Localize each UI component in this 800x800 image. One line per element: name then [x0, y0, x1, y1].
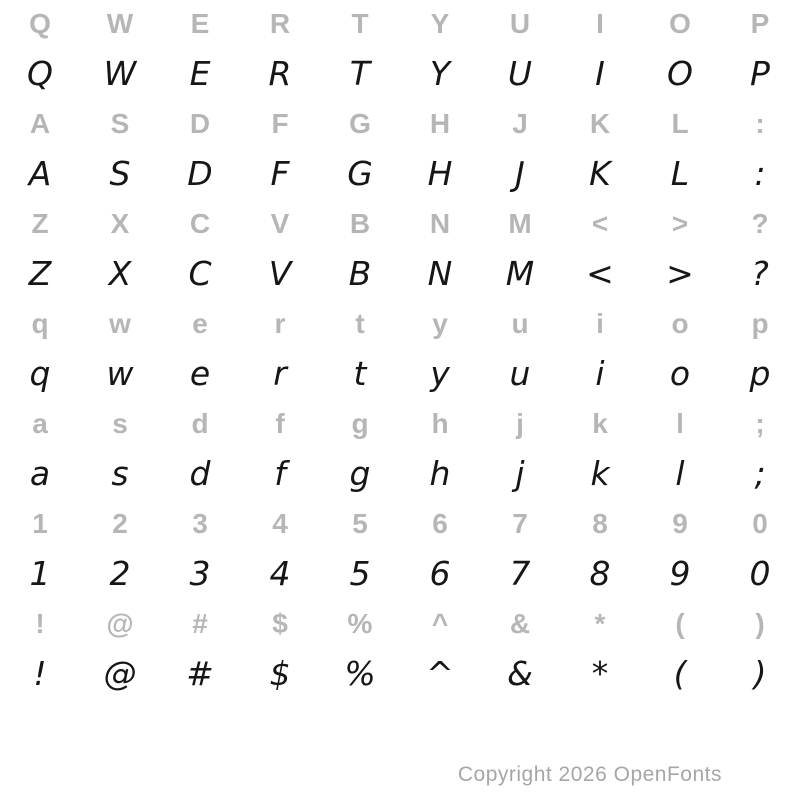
glyph-cell: r [273, 354, 287, 393]
glyph-cell: Z [28, 254, 52, 293]
glyph-cell: k [592, 407, 608, 439]
glyph-cell: K [589, 154, 611, 193]
glyph-cell: i [595, 354, 605, 393]
glyph-cell: 0 [752, 507, 768, 539]
glyph-cell: t [355, 307, 365, 339]
glyph-cell: G [349, 107, 371, 139]
reference-row [0, 300, 800, 347]
glyph-cell: ; [754, 454, 766, 493]
glyph-cell: s [111, 454, 129, 493]
glyph-cell: I [595, 54, 605, 93]
glyph-cell: L [670, 154, 690, 193]
glyph-cell: d [191, 407, 209, 439]
reference-row [0, 100, 800, 147]
glyph-cell: Q [29, 7, 51, 39]
glyph-cell: ; [755, 407, 765, 439]
glyph-cell: G [347, 154, 373, 193]
reference-row [0, 600, 800, 647]
glyph-cell: p [751, 307, 769, 339]
glyph-cell: p [749, 354, 771, 393]
glyph-cell: & [507, 654, 533, 693]
specimen-row [0, 547, 800, 600]
glyph-cell: U [507, 54, 533, 93]
glyph-cell: a [29, 454, 51, 493]
glyph-cell: q [29, 354, 51, 393]
glyph-cell: 8 [592, 507, 608, 539]
glyph-cell: j [516, 407, 524, 439]
glyph-cell: y [432, 307, 448, 339]
glyph-cell: C [188, 254, 212, 293]
glyph-cell: ! [33, 654, 47, 693]
glyph-cell: $ [272, 607, 288, 639]
glyph-cell: ) [755, 607, 765, 639]
glyph-cell: > [666, 254, 694, 293]
glyph-cell: e [189, 354, 211, 393]
glyph-cell: w [106, 354, 134, 393]
specimen-row [0, 647, 800, 700]
glyph-cell: A [29, 107, 51, 139]
glyph-cell: A [28, 154, 52, 193]
glyph-cell: q [31, 307, 49, 339]
glyph-cell: R [269, 7, 291, 39]
glyph-cell: E [190, 7, 210, 39]
glyph-cell: F [271, 107, 289, 139]
specimen-row [0, 147, 800, 200]
glyph-cell: : [755, 107, 765, 139]
glyph-cell: j [515, 454, 525, 493]
glyph-cell: ^ [431, 607, 449, 639]
glyph-cell: % [344, 654, 376, 693]
glyph-cell: i [596, 307, 604, 339]
glyph-cell: 4 [269, 554, 291, 593]
glyph-cell: M [508, 207, 532, 239]
glyph-cell: g [351, 407, 369, 439]
glyph-cell: D [187, 154, 213, 193]
glyph-cell: @ [106, 607, 134, 639]
glyph-cell: ( [675, 607, 685, 639]
glyph-cell: B [349, 207, 371, 239]
glyph-cell: R [268, 54, 292, 93]
glyph-cell: V [268, 254, 292, 293]
glyph-cell: 5 [349, 554, 371, 593]
glyph-cell: M [505, 254, 535, 293]
glyph-cell: 9 [672, 507, 688, 539]
glyph-cell: O [667, 54, 693, 93]
glyph-cell: 3 [189, 554, 211, 593]
glyph-cell: J [512, 107, 528, 139]
glyph-cell: * [591, 654, 609, 693]
glyph-cell: Q [27, 54, 53, 93]
glyph-cell: e [192, 307, 208, 339]
glyph-cell: K [589, 107, 611, 139]
glyph-cell: H [427, 154, 453, 193]
specimen-row [0, 47, 800, 100]
glyph-cell: 9 [669, 554, 691, 593]
glyph-cell: Z [31, 207, 49, 239]
glyph-cell: : [754, 154, 766, 193]
glyph-cell: l [676, 407, 684, 439]
glyph-cell: < [591, 207, 609, 239]
glyph-cell: 0 [749, 554, 771, 593]
glyph-cell: 1 [32, 507, 48, 539]
glyph-cell: ^ [426, 654, 454, 693]
glyph-cell: ? [751, 254, 769, 293]
glyph-cell: % [347, 607, 373, 639]
glyph-cell: V [270, 207, 290, 239]
glyph-cell: T [349, 54, 371, 93]
glyph-cell: T [351, 7, 369, 39]
glyph-cell: H [429, 107, 451, 139]
glyph-cell: g [349, 454, 371, 493]
glyph-cell: 4 [272, 507, 288, 539]
glyph-cell: ( [673, 654, 687, 693]
glyph-cell: C [189, 207, 211, 239]
glyph-cell: 7 [509, 554, 531, 593]
specimen-row [0, 347, 800, 400]
reference-row [0, 400, 800, 447]
reference-row [0, 500, 800, 547]
glyph-cell: < [586, 254, 614, 293]
glyph-cell: Y [429, 54, 451, 93]
glyph-cell: 3 [192, 507, 208, 539]
glyph-cell: ) [753, 654, 767, 693]
glyph-cell: & [509, 607, 531, 639]
glyph-cell: k [590, 454, 610, 493]
glyph-cell: y [430, 354, 450, 393]
glyph-cell: 2 [112, 507, 128, 539]
glyph-cell: ? [751, 207, 769, 239]
glyph-cell: W [103, 54, 137, 93]
glyph-cell: 5 [352, 507, 368, 539]
glyph-cell: W [106, 7, 134, 39]
glyph-cell: l [675, 454, 685, 493]
glyph-cell: o [671, 307, 689, 339]
glyph-cell: u [511, 307, 529, 339]
glyph-cell: > [671, 207, 689, 239]
glyph-cell: J [515, 154, 525, 193]
glyph-cell: I [596, 7, 604, 39]
reference-row [0, 200, 800, 247]
reference-row [0, 0, 800, 47]
glyph-cell: 6 [432, 507, 448, 539]
glyph-cell: f [274, 454, 286, 493]
glyph-cell: # [192, 607, 208, 639]
glyph-cell: a [32, 407, 48, 439]
glyph-cell: D [189, 107, 211, 139]
glyph-cell: 2 [109, 554, 131, 593]
glyph-cell: E [189, 54, 211, 93]
glyph-cell: d [189, 454, 211, 493]
glyph-cell: X [110, 207, 130, 239]
glyph-cell: w [109, 307, 131, 339]
glyph-cell: 1 [29, 554, 51, 593]
glyph-cell: N [429, 207, 451, 239]
glyph-cell: h [431, 407, 449, 439]
copyright-text: Copyright 2026 OpenFonts [457, 763, 722, 786]
glyph-cell: S [109, 154, 131, 193]
glyph-cell: N [427, 254, 453, 293]
glyph-cell: t [353, 354, 367, 393]
glyph-cell: 8 [589, 554, 611, 593]
glyph-cell: r [274, 307, 286, 339]
glyph-cell: @ [103, 654, 137, 693]
glyph-cell: Y [430, 7, 450, 39]
specimen-row [0, 247, 800, 300]
glyph-cell: 7 [512, 507, 528, 539]
glyph-cell: P [750, 54, 770, 93]
glyph-cell: L [671, 107, 689, 139]
glyph-cell: o [669, 354, 691, 393]
glyph-cell: F [270, 154, 290, 193]
glyph-cell: X [108, 254, 132, 293]
glyph-cell: S [110, 107, 130, 139]
specimen-row [0, 447, 800, 500]
glyph-cell: 6 [429, 554, 451, 593]
glyph-cell: ! [35, 607, 45, 639]
glyph-cell: # [186, 654, 214, 693]
glyph-cell: U [509, 7, 531, 39]
glyph-cell: O [669, 7, 691, 39]
glyph-cell: f [275, 407, 285, 439]
glyph-cell: s [112, 407, 128, 439]
glyph-cell: $ [269, 654, 291, 693]
glyph-cell: u [509, 354, 531, 393]
glyph-cell: B [348, 254, 372, 293]
glyph-cell: h [429, 454, 451, 493]
glyph-cell: * [594, 607, 606, 639]
glyph-cell: P [750, 7, 770, 39]
